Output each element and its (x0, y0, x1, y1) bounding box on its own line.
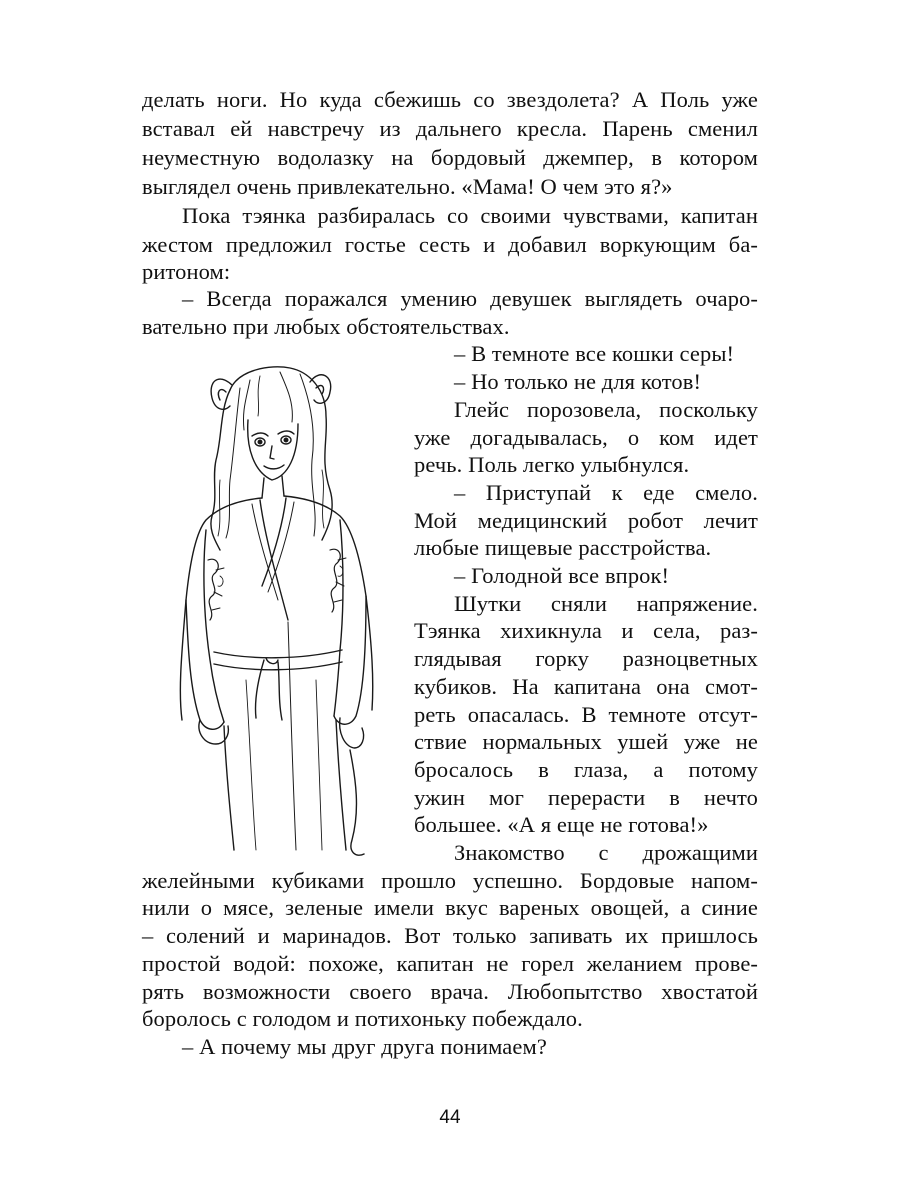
text-line: жестом предложил гостье сесть и добавил воркующим ба- (142, 232, 758, 257)
text-line: большее. «А я еще не готова!» (414, 812, 709, 837)
text-line: Знакомство с дрожащими (454, 840, 758, 865)
text-line: – Приступай к еде смело. (454, 480, 758, 505)
text-line: вательно при любых обстоятельствах. (142, 314, 510, 339)
text-line: глядывая горку разноцветных (414, 646, 758, 671)
text-line: любые пищевые расстройства. (414, 535, 712, 560)
text-line: Пока тэянка разбиралась со своими чувствами, капитан (182, 203, 758, 228)
text-line: ужин мог перерасти в нечто (414, 785, 758, 810)
text-line: Глейс порозовела, поскольку (454, 397, 758, 422)
text-line: нили о мясе, зеленые имели вкус вареных овощей, а синие (142, 895, 758, 920)
text-line: Мой медицинский робот лечит (414, 508, 758, 533)
text-line: выглядел очень привлекательно. «Мама! О чем это я?» (142, 174, 673, 199)
text-line: простой водой: похоже, капитан не горел желанием прове- (142, 951, 758, 976)
page-number: 44 (439, 1107, 461, 1128)
text-line: – Но только не для котов! (454, 369, 702, 394)
text-line: – В темноте все кошки серы! (454, 341, 735, 366)
text-line: речь. Поль легко улыбнулся. (414, 452, 690, 477)
text-line: делать ноги. Но куда сбежишь со звездолета? А Поль уже (142, 87, 758, 112)
text-line: Шутки сняли напряжение. (454, 591, 758, 616)
text-line: рять возможности своего врача. Любопытство хвостатой (142, 979, 758, 1004)
text-line: ритоном: (142, 259, 231, 284)
text-line: вставал ей навстречу из дальнего кресла. Парень сменил (142, 116, 758, 141)
text-line: уже догадывалась, о ком идет (414, 425, 758, 450)
text-line: – Всегда поражался умению девушек выглядеть очаро- (182, 286, 758, 311)
text-line: кубиков. На капитана она смот- (414, 674, 758, 699)
text-line: – А почему мы друг друга понимаем? (182, 1034, 547, 1059)
text-line: бросалось в глаза, а потому (414, 757, 758, 782)
text-line: – Голодной все впрок! (454, 563, 670, 588)
text-line: ствие нормальных ушей уже не (414, 729, 758, 754)
illustration-girl-in-robe (160, 360, 400, 860)
text-line: – солений и маринадов. Вот только запивать их пришлось (142, 923, 758, 948)
text-line: реть опасалась. В темноте отсут- (414, 702, 758, 727)
text-line: желейными кубиками прошло успешно. Бордовые напом- (142, 868, 758, 893)
text-line: неуместную водолазку на бордовый джемпер, в котором (142, 145, 758, 170)
text-line: Тэянка хихикнула и села, раз- (414, 618, 758, 643)
text-line: боролось с голодом и потихоньку побеждало. (142, 1006, 583, 1031)
